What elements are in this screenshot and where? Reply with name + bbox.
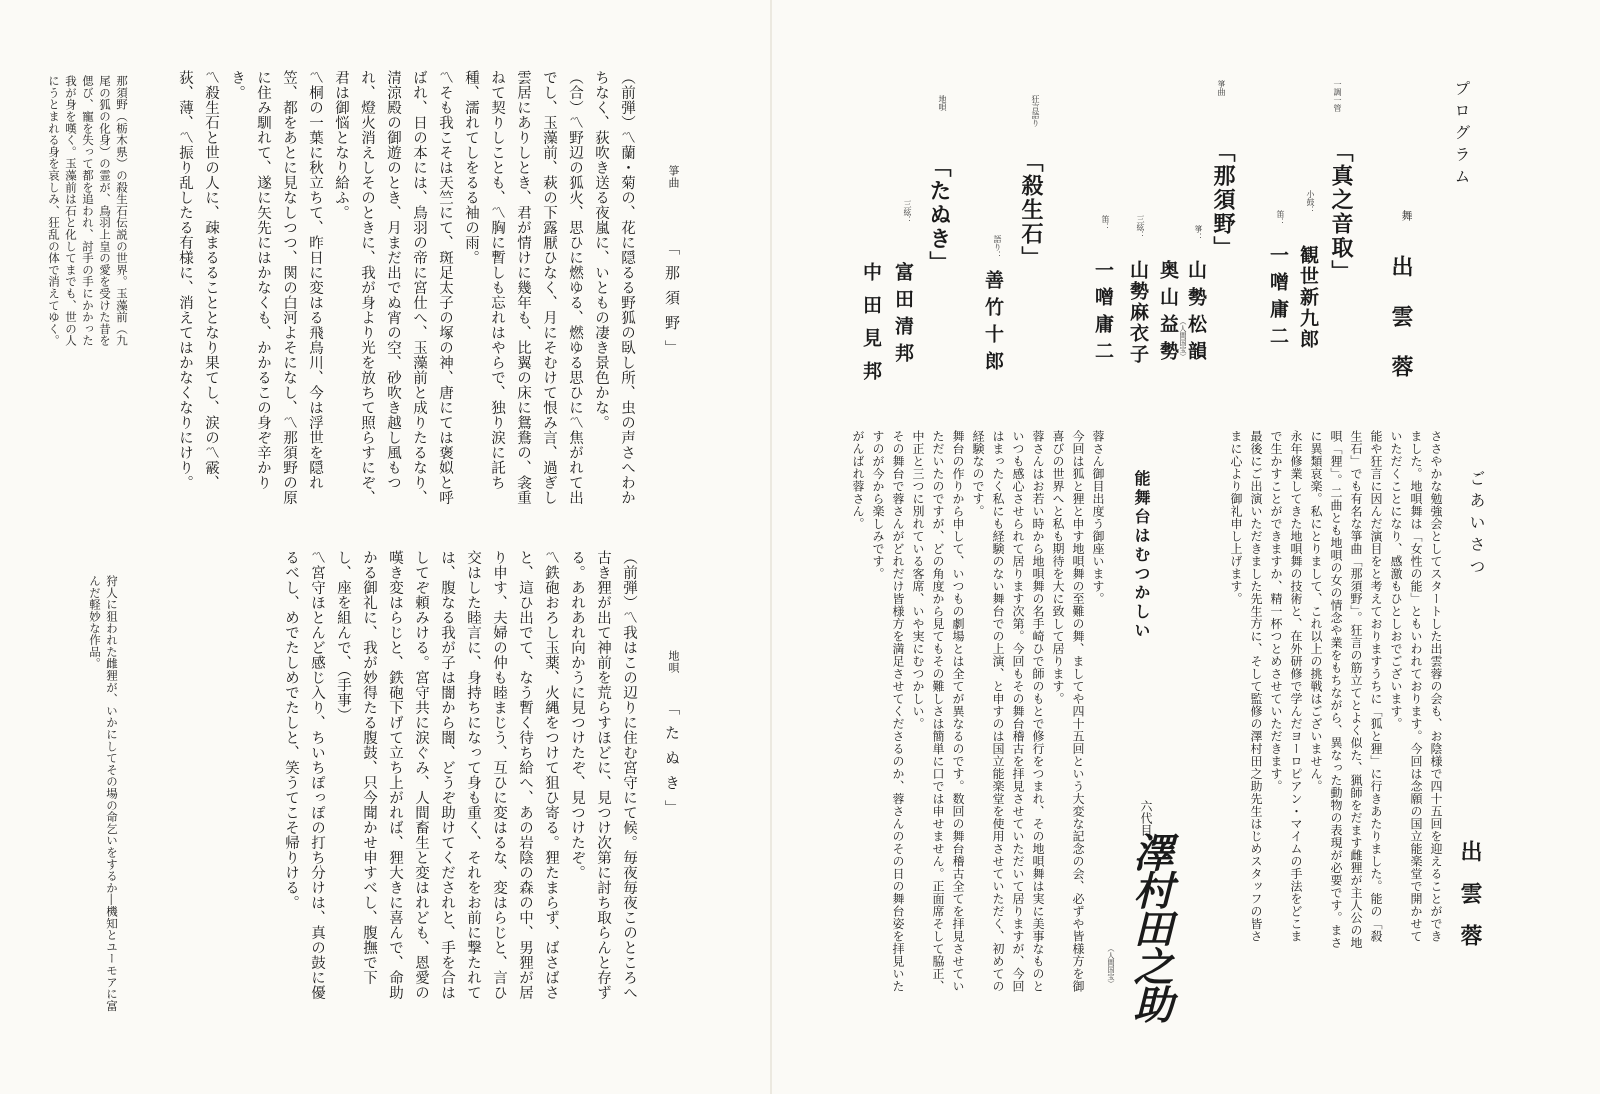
item4-title: 「たぬき」 [926,155,952,275]
greeting-heading: ごあいさつ [1467,470,1486,580]
item1-p1-name: 観世新九郎 [1297,245,1319,350]
item2-p4-name: 一噌庸二 [1092,260,1114,368]
item4-p1-name: 富田清邦 [892,262,914,370]
item2-p1-role: 箏： [1194,225,1203,241]
essay-text: 蓉さん御目出度う御座います。 今回は狐と狸と申す地唄舞の至難の舞、ましてや四十五回という大変な記念の会、必ずや皆様方を御喜びの世界へと私も期待を大に致して居ります。 蓉さんはお若い時から地唄舞の名手崎ひで師のもとで修行をつまれ、その地唄舞は実に美事なものといつも感心させられて居ります次第。今回もその舞台稽古を拝見させていただいて居りますが、今回はまったく私にも経験のない舞台での上演、と申すのは国立能楽堂を使用させていただく、初めての経験なのです。 舞台の作りから申して、いつもの劇場とは全てが異なるのです。数回の舞台稽古全てを拝見させていただいたのですが、どの角度から見てもその難しさは簡単に口では申せません。正面席そして脇正、中正と三つに別れている客席、いや実にむつかしい。 その舞台で蓉さんがどれだけ皆様方を満足させてくださるのか、蓉さんのその日の舞台姿を拝見いたすのが今から楽しみです。 がんばれ蓉さん。 [851,430,1105,993]
essay-heading: 能舞台はむつかしい [1132,470,1151,641]
item2-type: 箏曲 [1217,80,1226,96]
tanuki-title: 「たぬき」 [663,700,681,825]
item2-p1-note: （人間国宝） [1179,318,1187,360]
item3-title: 「殺生石」 [1018,150,1044,270]
essay-sig-prefix: 六代目 [1139,800,1153,836]
item1-p2-name: 一噌庸二 [1267,245,1289,353]
essay-signature: 澤村田之助 [1127,832,1174,1022]
item1-title: 「真之音取」 [1328,140,1354,284]
item2-p2-name: 奥山益勢 [1157,260,1179,368]
tanuki-text: （前弾）〽我はこの辺りに住む宮守にて候。毎夜毎夜このところへ古き狸が出て神前を荒らすほどに、見つけ次第に討ち取らんと存ずる。あれあれ向かうに見つけたぞ、見つけたぞ。 〽鉄砲おろし玉薬、火縄をつけて狙ひ寄る。狸たまらず、ばさばさと、這ひ出でて、なう暫く待ち給へ、あの岩陰の森の中、男狸が居り申す、夫婦の仲も睦まじう、互ひに変はるな、変はらじと、言ひ交はした睦言に、身持ちになって身も重く、それをお前に撃たれては、腹なる我が子は闇から闇、どうぞ助けてくだされと、手を合はしてぞ頼みける。宮守共に涙ぐみ、人間畜生と変はれども、恩愛の嘆き変はらじと、鉄砲下げて立ち上がれば、狸大きに喜んで、命助かる御礼に、我が妙得たる腹鼓、只今聞かせ申すべし、腹撫で下し、座を組んで、（手事） 〽宮守ほとんど感じ入り、ちいちぽっぽの打ち分けは、真の鼓に優るべし、めでたしめでたしと、笑うてこそ帰りける。 [283,550,637,1000]
item3-p1-name: 善竹十郎 [982,270,1004,378]
program-heading: プログラム [1452,80,1471,190]
tanuki-label: 地唄 [667,650,680,674]
item3-p1-role: 語り： [993,235,1002,259]
nasuno-text: （前弾）〽蘭・菊の、花に隠るる野狐の臥し所、虫の声さへわかちなく、荻吹き送る夜嵐に、いともの凄き景色かな。 （合）〽野辺の狐火、思ひに燃ゆる、燃ゆる思ひに〽焦がれて出でし、玉藻前、萩の下露厭ひなく、月にそむけて恨み言、過ぎし雲居にありしとき、君が情けに幾年も、比翼の床に鴛鴦の、衾重ねて契りしことも、〽胸に暫しも忘れはやらで、独り涙に託ち種、濡れてしをるる袖の雨。 〽そも我こそは天竺にて、斑足太子の塚の神、唐にては褒姒と呼ばれ、日の本には、鳥羽の帝に宮仕へ、玉藻前と成りたるなり、清涼殿の御遊のとき、月まだ出でぬ宵の空、砂吹き越し風もつれ、燈火消えしそのときに、我が身より光を放ちて照らすにぞ、君は御悩となり給ふ。 〽桐の一葉に秋立ちて、昨日に変はる飛鳥川、今は浮世を隠れ笠、都をあとに見なしつつ、関の白河よそになし、〽那須野の原に住み馴れて、遂に矢先にはかなくも、かかるこの身ぞ辛かりき。 〽殺生石と世の人に、疎まるることとなり果てし、涙の〽霰、荻、薄、〽振り乱したる有様に、消えてはかなくなりにけり。 [177,70,635,505]
item4-p1-role: 三絃： [903,200,912,224]
greeting-text: ささやかな勉強会としてスタートした出雲蓉の会も、お陰様で四十五回を迎えることができました。地唄舞は「女性の能」ともいわれております。今回は念願の国立能楽堂で開かせていただくことになり、感激もひとしおでございます。 能や狂言に因んだ演目をと考えておりますうちに「狐と狸」に行きあたりました。能の「殺生石」でも有名な箏曲「那須野」。狂言の筋立てとよく似た、猟師をだます雌狸が主人公の地唄「狸」。二曲とも地唄の女の情念や業をもちながら、異なった動物の表現が必要です。まさに異類哀楽。私にとりまして、これ以上の挑戦はございません。 永年修業してきた地唄舞の技術と、在外研修で学んだヨーロピアン・マイムの手法をどこまで生かすことができますか、精一杯つとめさせていただきます。 最後にご出演いただきました先生方に、そして監修の澤村田之助先生はじめスタッフの皆さまに心より御礼申し上げます。 [1229,430,1443,949]
greeting-author: 出雲蓉 [1457,840,1483,966]
item1-p2-role: 笛： [1276,210,1285,226]
item4-type: 地唄 [938,95,947,111]
item1-type: 一調一管 [1333,80,1342,112]
dance-label: 舞 [1400,210,1413,222]
item2-p1-name: 山勢松韻 [1185,260,1207,368]
item2-p4-role: 笛： [1101,215,1110,231]
nasuno-label: 箏曲 [667,165,680,189]
nasuno-note: 那須野（栃木県）の殺生石伝説の世界。玉藻前（九尾の狐の化身）の霊が、鳥羽上皇の愛を受けた昔を偲び、寵を失って都を追われ、討手の手にかかった我が身を嘆く。玉藻前は石と化してまでも、世の人にうとまれる身を哀しみ、狂乱の体で消えてゆく。 [47,75,129,347]
tanuki-note: 狩人に狙われた雌狸が、いかにしてその場の命乞いをするか―機知とユーモアに富んだ軽妙な作品。 [88,575,119,1012]
item2-title: 「那須野」 [1210,140,1236,260]
item3-type: 狂言語り [1031,95,1040,127]
item1-p1-role: 小鼓： [1306,190,1315,214]
essay-sig-note: （人間国宝） [1107,945,1115,987]
nasuno-title: 「那須野」 [663,240,681,365]
item2-p3-role: 三絃： [1136,215,1145,239]
item4-p2-name: 中田見邦 [860,262,882,394]
item2-p3-name: 山勢麻衣子 [1127,260,1149,365]
page-fold [770,0,772,1094]
dance-name: 出雲蓉 [1388,255,1414,405]
